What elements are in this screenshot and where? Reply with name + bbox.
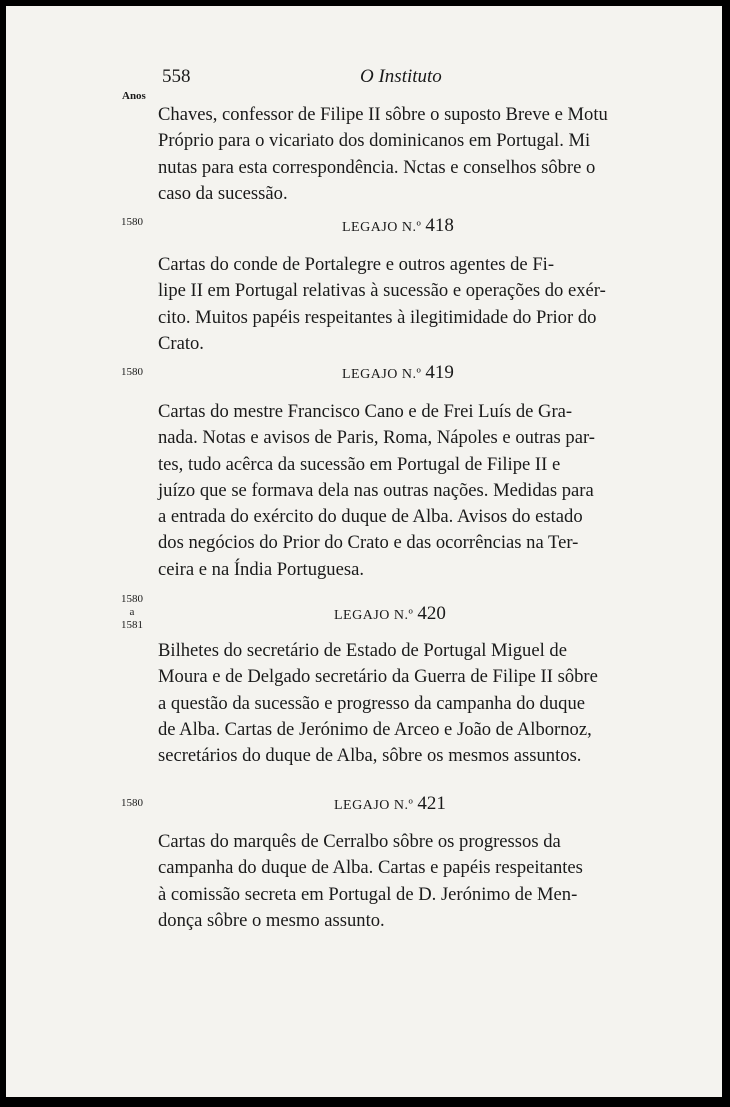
entry-paragraph: Cartas do conde de Portalegre e outros agentes de Fi- lipe II em Portugal relativas à sucessão e operações do exér- cito. Muitos papéis respeitantes à ilegitimidade do Prior do Crato. — [158, 254, 606, 354]
entry-paragraph: Chaves, confessor de Filipe II sôbre o suposto Breve e Motu Próprio para o vicariato dos dominicanos em Portugal. Mi nutas para esta correspondência. Nctas e conselhos sôbre o caso da sucessão. — [158, 104, 608, 204]
legajo-number: 419 — [425, 362, 454, 383]
legajo-prefix: LEGAJO N.º — [342, 220, 422, 235]
margin-year: 1580 — [121, 216, 143, 228]
legajo-prefix: LEGAJO N.º — [342, 367, 422, 382]
margin-year-range — [114, 593, 150, 632]
legajo-heading — [342, 215, 454, 237]
legajo-heading — [334, 793, 446, 815]
year-joiner: a — [129, 606, 135, 618]
margin-year: 1580 — [121, 797, 143, 809]
entry-paragraph: Bilhetes do secretário de Estado de Portugal Miguel de Moura e de Delgado secretário da Guerra de Filipe II sôbre a questão da sucessão e progresso da campanha do duque de Alba. Cartas de Jerónimo de Arceo e João de Albornoz, secretários do duque de Alba, sôbre os mesmos assuntos. — [158, 640, 598, 767]
year-to: 1581 — [121, 619, 143, 631]
page-number: 558 — [162, 66, 191, 87]
legajo-number: 421 — [417, 793, 446, 814]
running-title: O Instituto — [360, 66, 442, 87]
legajo-prefix: LEGAJO N.º — [334, 798, 414, 813]
entry-paragraph: Cartas do mestre Francisco Cano e de Frei Luís de Gra- nada. Notas e avisos de Paris, Roma, Nápoles e outras par- tes, tudo acêrca da sucessão em Portugal de Filipe II e juízo que se formava dela nas outras nações. Medidas para a entrada do exército do duque de Alba. Avisos do estado dos negócios do Prior do Crato e das ocorrências na Ter- ceira e na Índia Portuguesa. — [158, 401, 595, 580]
years-column-label: Anos — [122, 90, 146, 102]
legajo-number: 420 — [417, 603, 446, 624]
book-page — [6, 6, 722, 1097]
legajo-number: 418 — [425, 215, 454, 236]
year-from: 1580 — [121, 593, 143, 605]
entry-paragraph: Cartas do marquês de Cerralbo sôbre os progressos da campanha do duque de Alba. Cartas e papéis respeitantes à comissão secreta em Portugal de D. Jerónimo de Men- donça sôbre o mesmo assunto. — [158, 831, 583, 931]
margin-year: 1580 — [121, 366, 143, 378]
legajo-prefix: LEGAJO N.º — [334, 608, 414, 623]
legajo-heading — [342, 362, 454, 384]
legajo-heading — [334, 603, 446, 625]
